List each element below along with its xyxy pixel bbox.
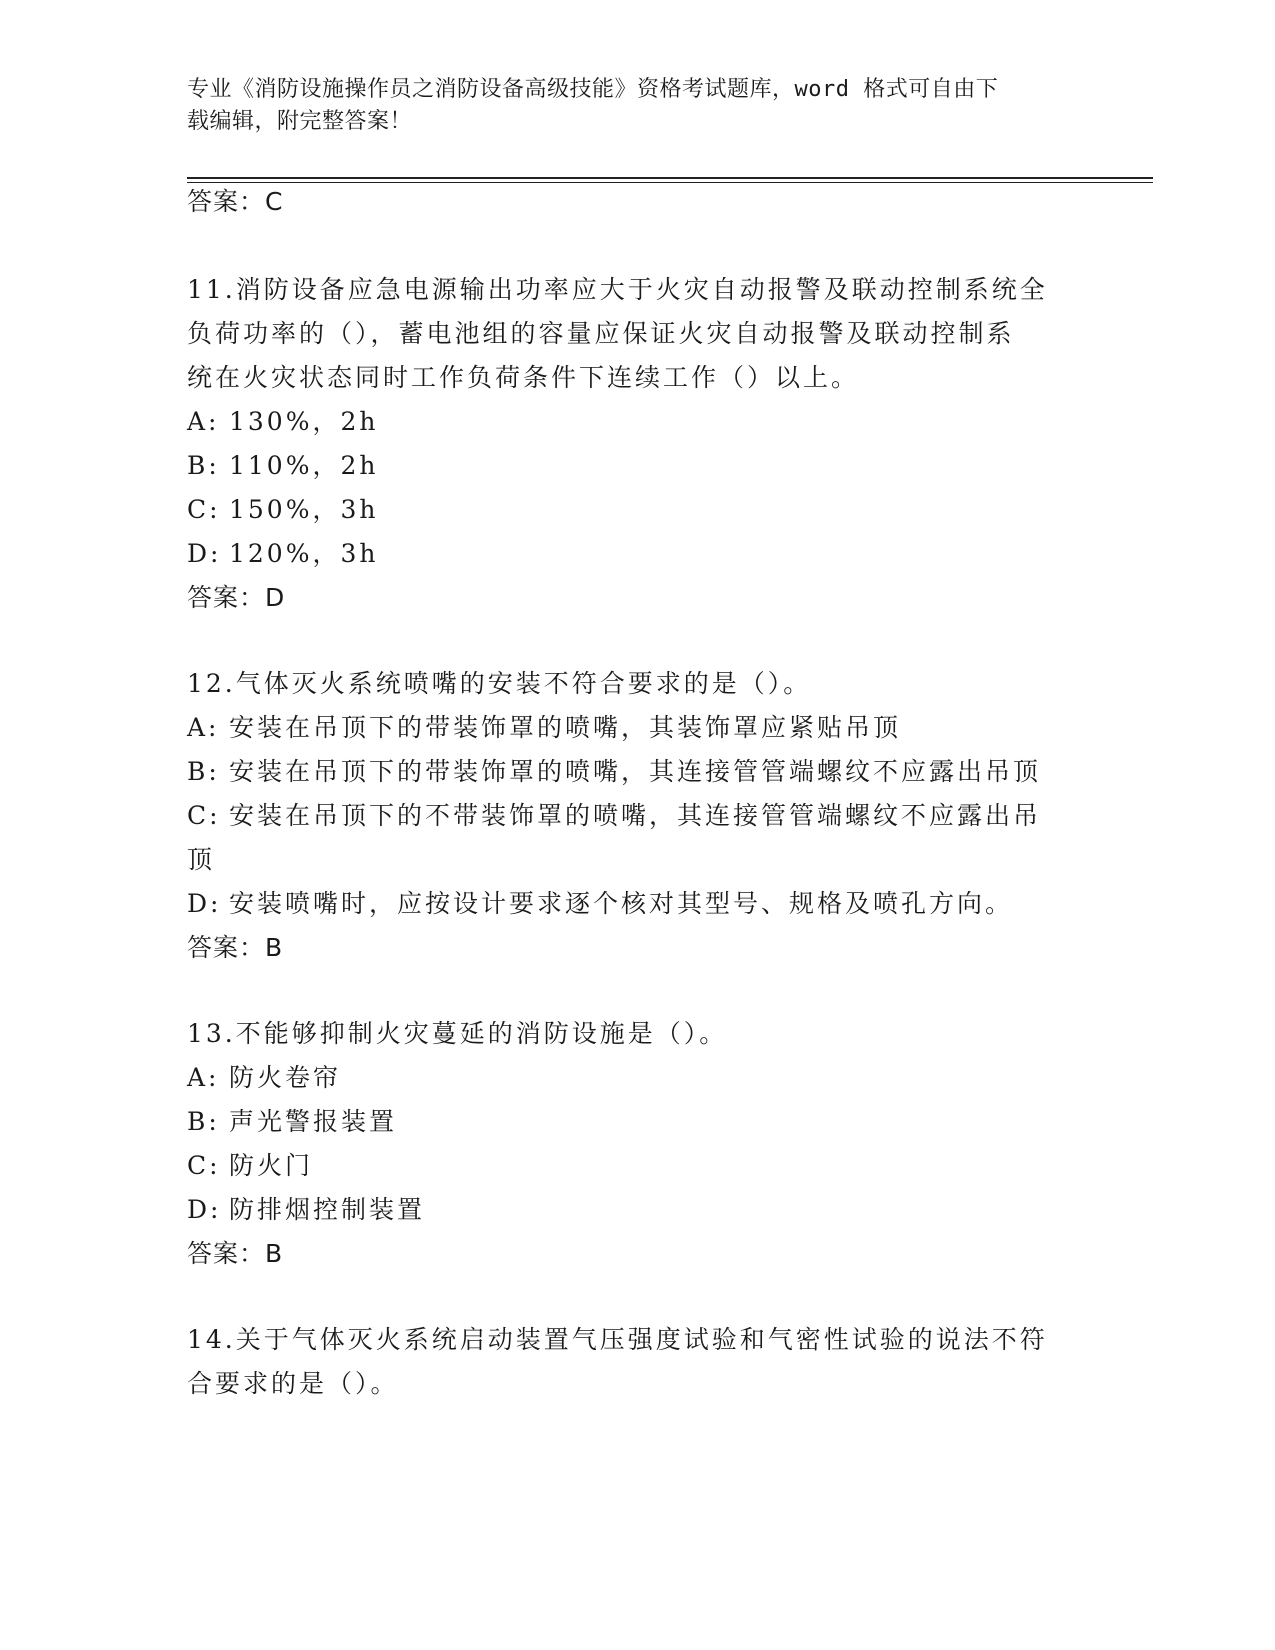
question-12-option-c-continued: 顶	[187, 845, 216, 874]
question-13-option-a: A: 防火卷帘	[187, 1063, 342, 1092]
question-14-line-1: 14.关于气体灭火系统启动装置气压强度试验和气密性试验的说法不符	[187, 1325, 1048, 1354]
question-13-answer: 答案：B	[187, 1239, 284, 1268]
header-line-2: 载编辑，附完整答案！	[187, 109, 413, 134]
document-header	[187, 74, 1087, 138]
question-14-line-2: 合要求的是（）。	[187, 1369, 399, 1398]
question-11-option-d: D: 120%，3h	[187, 539, 379, 568]
question-11-line-3: 统在火灾状态同时工作负荷条件下连续工作（）以上。	[187, 363, 860, 392]
question-12-answer: 答案：B	[187, 933, 284, 962]
question-13-option-b: B: 声光警报装置	[187, 1107, 398, 1136]
question-11-option-b: B: 110%，2h	[187, 451, 379, 480]
question-13-option-d: D: 防排烟控制装置	[187, 1195, 426, 1224]
question-11-option-c: C: 150%，3h	[187, 495, 379, 524]
question-11-line-2: 负荷功率的（），蓄电池组的容量应保证火灾自动报警及联动控制系	[187, 319, 1015, 348]
question-11-option-a: A: 130%，2h	[187, 407, 379, 436]
question-12-option-c: C: 安装在吊顶下的不带装饰罩的喷嘴，其连接管管端螺纹不应露出吊	[187, 801, 1042, 830]
question-11-line-1: 11.消防设备应急电源输出功率应大于火灾自动报警及联动控制系统全	[187, 275, 1048, 304]
question-12-line-1: 12.气体灭火系统喷嘴的安装不符合要求的是（）。	[187, 669, 812, 698]
question-12-option-a: A: 安装在吊顶下的带装饰罩的喷嘴，其装饰罩应紧贴吊顶	[187, 713, 902, 742]
question-12-option-b: B: 安装在吊顶下的带装饰罩的喷嘴，其连接管管端螺纹不应露出吊顶	[187, 757, 1042, 786]
answer-line: 答案：C	[187, 187, 284, 216]
header-rule-thin	[187, 182, 1153, 183]
question-12-option-d: D: 安装喷嘴时，应按设计要求逐个核对其型号、规格及喷孔方向。	[187, 889, 1014, 918]
question-13-line-1: 13.不能够抑制火灾蔓延的消防设施是（）。	[187, 1019, 728, 1048]
header-line-1: 专业《消防设施操作员之消防设备高级技能》资格考试题库，word 格式可自由下	[187, 77, 999, 102]
question-11-answer: 答案：D	[187, 583, 286, 612]
header-rule-thick	[187, 177, 1153, 179]
question-13-option-c: C: 防火门	[187, 1151, 314, 1180]
